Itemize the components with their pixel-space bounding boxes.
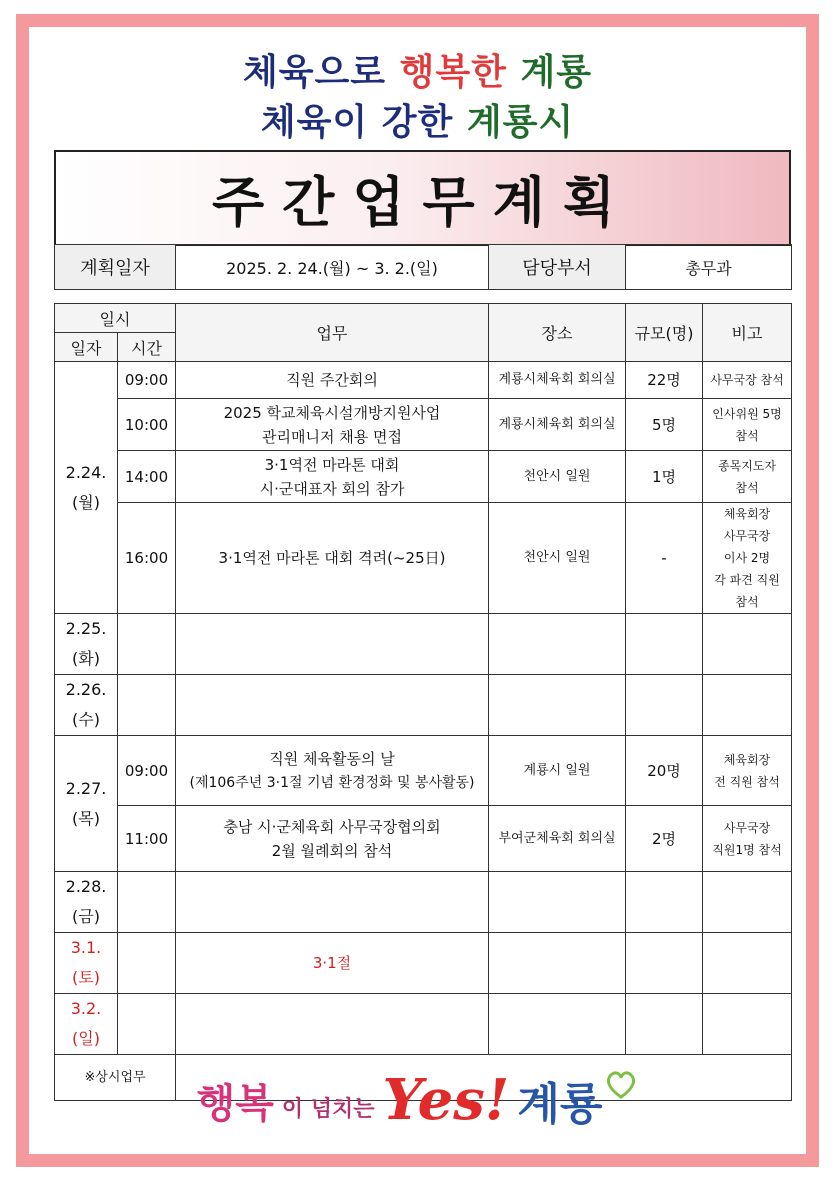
heart-icon bbox=[604, 1070, 638, 1100]
time-cell: 10:00 bbox=[118, 399, 176, 451]
task-cell bbox=[176, 451, 489, 503]
slogan-line-2 bbox=[0, 94, 835, 145]
task-line: 직원 체육활동의 날 bbox=[269, 749, 395, 768]
scale-cell: 2명 bbox=[626, 806, 703, 872]
note-line: 참석 bbox=[735, 428, 759, 443]
logo-text: 계룡 bbox=[517, 1079, 603, 1130]
slogan-text: 행복한 bbox=[399, 52, 507, 93]
scale-cell: 5명 bbox=[626, 399, 703, 451]
note-line: 체육회장 bbox=[723, 507, 771, 521]
task-line: 3·1역전 마라톤 대회 bbox=[264, 455, 400, 474]
note-cell bbox=[703, 806, 792, 872]
date-text: 2.28. bbox=[65, 877, 107, 896]
dow-text: (토) bbox=[72, 968, 100, 987]
date-text: 2.27. bbox=[65, 778, 107, 798]
dow-text: (화) bbox=[72, 649, 100, 668]
task-cell bbox=[176, 806, 489, 872]
time-cell: 09:00 bbox=[118, 736, 176, 806]
slogan-text: 체육으로 bbox=[242, 52, 387, 93]
date-text: 2.25. bbox=[65, 619, 107, 638]
task-cell bbox=[176, 399, 489, 451]
task-cell: 직원 주간회의 bbox=[176, 362, 489, 399]
page-title: 주간업무계획 bbox=[212, 170, 633, 234]
table-row bbox=[55, 872, 792, 933]
table-row bbox=[55, 451, 792, 503]
time-cell: 14:00 bbox=[118, 451, 176, 503]
note-line: 참석 bbox=[735, 595, 759, 609]
date-cell bbox=[55, 736, 118, 872]
header-task: 업무 bbox=[176, 304, 489, 362]
date-cell bbox=[55, 614, 118, 675]
logo-text: 이 넘치는 bbox=[281, 1096, 375, 1122]
dow-text: (목) bbox=[72, 808, 100, 828]
date-cell bbox=[55, 872, 118, 933]
task-line: 충남 시·군체육회 사무국장협의회 bbox=[223, 817, 441, 836]
table-row bbox=[55, 503, 792, 614]
bottom-logo bbox=[0, 1058, 835, 1142]
place-cell: 계룡시체육회 회의실 bbox=[489, 362, 626, 399]
scale-cell: 20명 bbox=[626, 736, 703, 806]
header-date: 일자 bbox=[55, 333, 118, 362]
table-row bbox=[55, 614, 792, 675]
table-row bbox=[55, 994, 792, 1055]
note-cell bbox=[703, 399, 792, 451]
dow-text: (일) bbox=[72, 1029, 100, 1048]
dept-label: 담당부서 bbox=[489, 245, 626, 290]
table-row bbox=[55, 675, 792, 736]
place-cell: 부여군체육회 회의실 bbox=[489, 806, 626, 872]
table-row bbox=[55, 806, 792, 872]
note-line: 각 파견 직원 bbox=[714, 573, 780, 587]
dow-text: (금) bbox=[72, 907, 100, 926]
note-cell bbox=[703, 451, 792, 503]
time-cell: 11:00 bbox=[118, 806, 176, 872]
place-cell: 계룡시 일원 bbox=[489, 736, 626, 806]
date-cell bbox=[55, 933, 118, 994]
scale-cell: - bbox=[626, 503, 703, 614]
note-cell bbox=[703, 503, 792, 614]
table-row bbox=[55, 933, 792, 994]
note-line: 참석 bbox=[735, 480, 759, 495]
scale-cell: 22명 bbox=[626, 362, 703, 399]
place-cell: 천안시 일원 bbox=[489, 503, 626, 614]
task-line: 2월 월례회의 참석 bbox=[271, 841, 393, 860]
task-line: (제106주년 3·1절 기념 환경정화 및 봉사활동) bbox=[189, 774, 475, 791]
table-row bbox=[55, 399, 792, 451]
time-cell: 09:00 bbox=[118, 362, 176, 399]
logo-text: Yes! bbox=[382, 1067, 510, 1133]
header-place: 장소 bbox=[489, 304, 626, 362]
date-cell bbox=[55, 362, 118, 614]
slogan-text: 계룡 bbox=[520, 52, 593, 93]
note-line: 인사위원 5명 bbox=[712, 406, 782, 421]
date-text: 3.1. bbox=[70, 938, 102, 957]
date-text: 3.2. bbox=[70, 999, 102, 1018]
time-cell: 16:00 bbox=[118, 503, 176, 614]
plan-info-table bbox=[54, 244, 792, 290]
header-time: 시간 bbox=[118, 333, 176, 362]
title-banner bbox=[54, 150, 791, 246]
slogan-text: 계룡시 bbox=[466, 102, 575, 143]
place-cell: 계룡시체육회 회의실 bbox=[489, 399, 626, 451]
task-line: 시·군대표자 회의 참가 bbox=[259, 479, 405, 498]
table-row bbox=[55, 736, 792, 806]
table-row bbox=[55, 362, 792, 399]
header-datetime: 일시 bbox=[55, 304, 176, 333]
header-note: 비고 bbox=[703, 304, 792, 362]
task-line: 관리매니저 채용 면접 bbox=[262, 427, 402, 446]
note-line: 사무국장 bbox=[723, 820, 771, 835]
slogan-line-1 bbox=[0, 44, 835, 95]
slogan-text: 체육이 강한 bbox=[260, 102, 454, 143]
header-scale: 규모(명) bbox=[626, 304, 703, 362]
note-line: 사무국장 bbox=[723, 529, 771, 543]
plan-date-label: 계획일자 bbox=[55, 245, 176, 290]
task-cell bbox=[176, 736, 489, 806]
place-cell: 천안시 일원 bbox=[489, 451, 626, 503]
note-line: 전 직원 참석 bbox=[714, 774, 780, 789]
date-cell bbox=[55, 994, 118, 1055]
note-line: 종목지도자 bbox=[718, 458, 776, 473]
logo-text: 행복 bbox=[196, 1080, 274, 1127]
dept-value: 총무과 bbox=[626, 245, 792, 290]
note-cell bbox=[703, 736, 792, 806]
note-line: 이사 2명 bbox=[723, 551, 771, 565]
task-line: 2025 학교체육시설개방지원사업 bbox=[223, 403, 441, 422]
note-line: 직원1명 참석 bbox=[712, 842, 782, 857]
note-line: 체육회장 bbox=[723, 752, 771, 767]
date-text: 2.24. bbox=[65, 462, 107, 482]
date-text: 2.26. bbox=[65, 680, 107, 699]
holiday-task: 3·1절 bbox=[176, 933, 489, 994]
regular-tasks-label: ※상시업무 bbox=[55, 1055, 176, 1101]
dow-text: (월) bbox=[72, 492, 100, 512]
note-cell: 사무국장 참석 bbox=[703, 362, 792, 399]
plan-date-value: 2025. 2. 24.(월) ~ 3. 2.(일) bbox=[176, 245, 489, 290]
task-cell: 3·1역전 마라톤 대회 격려(~25日) bbox=[176, 503, 489, 614]
date-cell bbox=[55, 675, 118, 736]
dow-text: (수) bbox=[72, 710, 100, 729]
scale-cell: 1명 bbox=[626, 451, 703, 503]
schedule-table bbox=[54, 303, 792, 1101]
